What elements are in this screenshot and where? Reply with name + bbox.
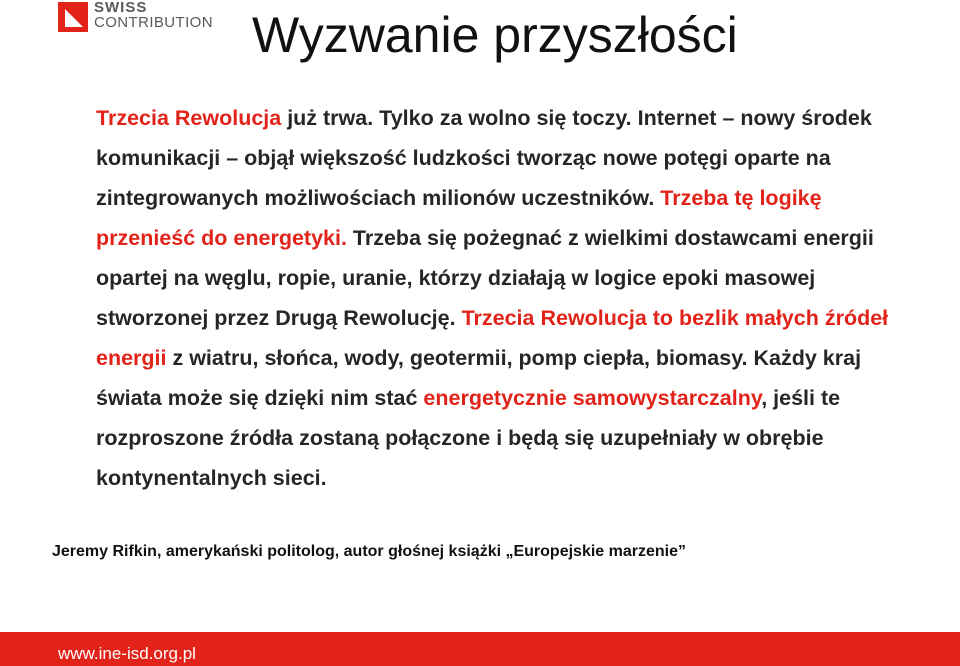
swiss-contribution-logo-mark-icon <box>58 2 88 32</box>
quote-body <box>96 98 926 498</box>
logo-text <box>94 0 213 30</box>
body-segment-1: już trwa. Tylko za wolno się toczy. Internet – nowy środek komunikacji – objął większość ludzkości tworząc nowe potęgi oparte na zintegrowanych możliwościach milionów uczestników. <box>96 106 872 210</box>
slide-title: Wyzwanie przyszłości <box>252 7 738 63</box>
highlight-self-sufficient: energetycznie samowystarczalny <box>423 386 762 410</box>
quote-attribution: Jeremy Rifkin, amerykański politolog, autor głośnej książki „Europejskie marzenie” <box>52 543 686 560</box>
logo-line-swiss: SWISS <box>94 0 148 16</box>
body-segment-3: z wiatru, słońca, wody, geotermii, pomp ciepła, biomasy. Każdy kraj świata może się dzięki nim stać <box>96 346 862 410</box>
footer-url-link[interactable]: www.ine-isd.org.pl <box>58 644 196 663</box>
body-segment-2: Trzeba się pożegnać z wielkimi dostawcami energii opartej na węglu, ropie, uranie, którzy działają w logice epoki masowej stworzonej przez Drugą Rewolucję. <box>96 226 874 330</box>
footer-bar <box>0 632 960 666</box>
swiss-contribution-logo <box>58 0 228 40</box>
logo-line-contribution: CONTRIBUTION <box>94 14 213 31</box>
body-segment-4: , jeśli te rozproszone źródła zostaną połączone i będą się uzupełniały w obrębie kontynentalnych sieci. <box>96 386 841 490</box>
highlight-energy-logic: Trzeba tę logikę przenieść do energetyki. <box>96 186 822 250</box>
highlight-small-sources: Trzecia Rewolucja to bezlik małych źródeł energii <box>96 306 889 370</box>
highlight-third-revolution: Trzecia Rewolucja <box>96 106 282 130</box>
